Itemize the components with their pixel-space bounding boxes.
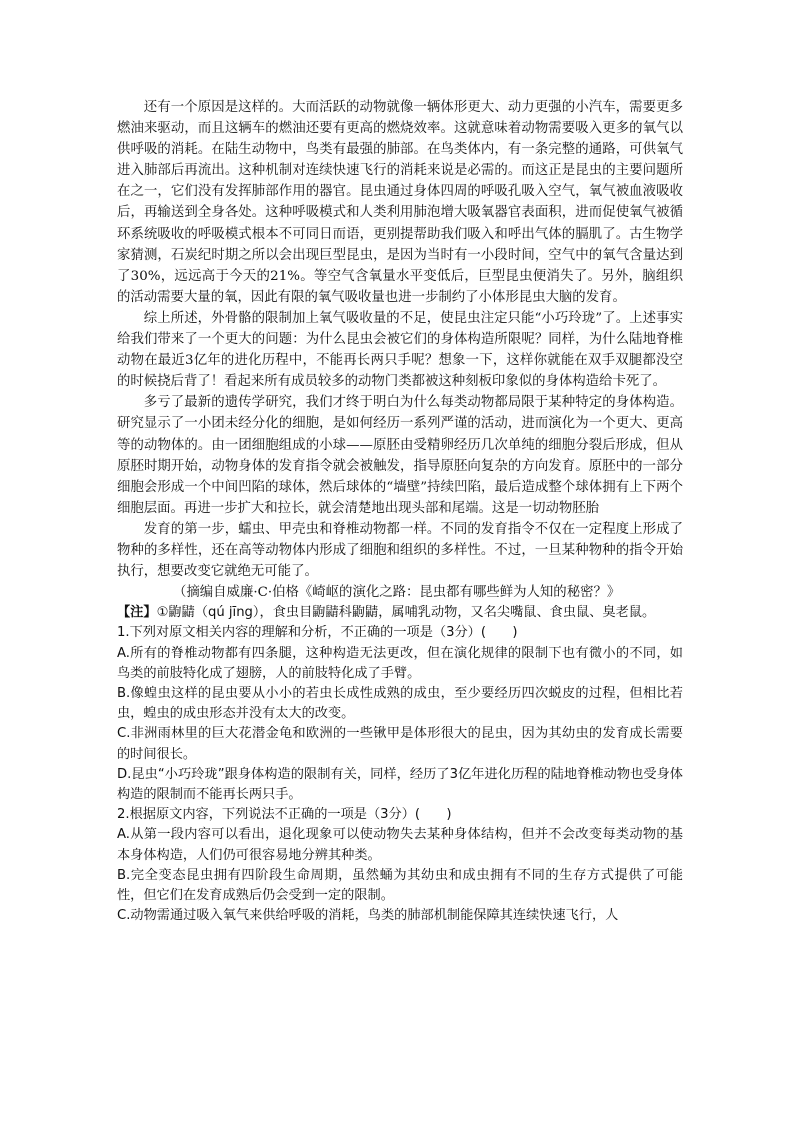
question-1-option-a: A.所有的脊椎动物都有四条腿，这种构造无法更改，但在演化规律的限制下也有微小的不同，如鸟类的前肢特化成了翅膀，人的前肢特化成了手臂。 [117,645,683,681]
question-2-option-a: A.从第一段内容可以看出，退化现象可以使动物失去某种身体结构，但并不会改变每类动物的基本身体构造，人们仍可很容易地分辨其种类。 [117,827,683,863]
question-1-stem: 1.下列对原文相关内容的理解和分析，不正确的一项是（3分）( ) [117,625,518,641]
question-1-option-b: B.像蝗虫这样的昆虫要从小小的若虫长成性成熟的成虫，至少要经历四次蜕皮的过程，但相比若虫，蝗虫的成虫形态并没有太大的改变。 [117,685,683,722]
footnote-text: ①鼩鼱（qú jīng），食虫目鼩鼱科鼩鼱，属哺乳动物，又名尖嘴鼠、食虫鼠、臭老鼠。 [156,605,656,621]
question-2-stem: 2.根据原文内容，下列说法不正确的一项是（3分）( ) [117,807,452,823]
article-paragraph-2: 综上所述，外骨骼的限制加上氧气吸收量的不足，使昆虫注定只能“小巧玲珑”了。上述事实给我们带来了一个更大的问题：为什么昆虫会被它们的身体构造所限呢？同样，为什么陆地脊椎动物在最近3亿年的进化历程中，不能再长两只手呢？想象一下，这样你就能在双手双腿都没空的时候挠后背了！看起来所有成员较多的动物门类都被这种刻板印象似的身体构造给卡死了。 [117,310,683,390]
article-paragraph-3: 多亏了最新的遗传学研究，我们才终于明白为什么每类动物都局限于某种特定的身体构造。研究显示了一小团未经分化的细胞，是如何经历一系列严谨的活动，进而演化为一个更大、更高等的动物体的。由一团细胞组成的小球——原胚由受精卵经历几次单纯的细胞分裂后形成，但从原胚时期开始，动物身体的发育指令就会被触发，指导原胚向复杂的方向发育。原胚中的一部分细胞会形成一个中间凹陷的球体，然后球体的“墙壁”持续凹陷，最后造成整个球体拥有上下两个细胞层面。再进一步扩大和拉长，就会清楚地出现头部和尾端。这是一切动物胚胎 [117,395,683,516]
article-source: （摘编自威廉·C·伯格《崎岖的演化之路：昆虫都有哪些鲜为人知的秘密？》 [173,585,621,601]
question-2-option-b: B.完全变态昆虫拥有四阶段生命周期，虽然蛹为其幼虫和成虫拥有不同的生存方式提供了可能性，但它们在发育成熟后仍会受到一定的限制。 [117,867,683,903]
question-2-option-c: C.动物需通过吸入氧气来供给呼吸的消耗，鸟类的肺部机制能保障其连续快速飞行，人 [117,908,619,924]
footnote-label: 【注】 [117,605,157,621]
article-paragraph-4: 发育的第一步，蠕虫、甲壳虫和脊椎动物都一样。不同的发育指令不仅在一定程度上形成了物种的多样性，还在高等动物体内形成了细胞和组织的多样性。不过，一旦某种物种的指令开始执行，想要改变它就绝无可能了。 [117,521,683,580]
question-1-option-d: D.昆虫“小巧玲珑”跟身体构造的限制有关，同样，经历了3亿年进化历程的陆地脊椎动物也受身体构造的限制而不能再长两只手。 [117,766,683,802]
question-1 [117,623,683,805]
footnote [117,603,683,623]
article-paragraph-1: 还有一个原因是这样的。大而活跃的动物就像一辆体形更大、动力更强的小汽车，需要更多燃油来驱动，而且这辆车的燃油还要有更高的燃烧效率。这就意味着动物需要吸入更多的氧气以供呼吸的消耗。在陆生动物中，鸟类有最强的肺部。在鸟类体内，有一条完整的通路，可供氧气进入肺部后再流出。这种机制对连续快速飞行的消耗来说是必需的。而这正是昆虫的主要问题所在之一，它们没有发挥肺部作用的器官。昆虫通过身体四周的呼吸孔吸入空气，氧气被血液吸收后，再输送到全身各处。这种呼吸模式和人类利用肺泡增大吸氧器官表面积，进而促使氧气被循环系统吸收的呼吸模式根本不可同日而语，更别提帮助我们吸入和呼出气体的膈肌了。古生物学家猜测，石炭纪时期之所以会出现巨型昆虫，是因为当时有一小段时间，空气中的氧气含量达到了30%，远远高于今天的21%。等空气含氧量水平变低后，巨型昆虫便消失了。另外，脑组织的活动需要大量的氧，因此有限的氧气吸收量也进一步制约了小体形昆虫大脑的发育。 [117,100,683,305]
question-2 [117,805,683,926]
question-1-option-c: C.非洲雨林里的巨大花潜金龟和欧洲的一些锹甲是体形很大的昆虫，因为其幼虫的发育成长需要的时间很长。 [117,726,683,762]
document-page [117,97,683,926]
